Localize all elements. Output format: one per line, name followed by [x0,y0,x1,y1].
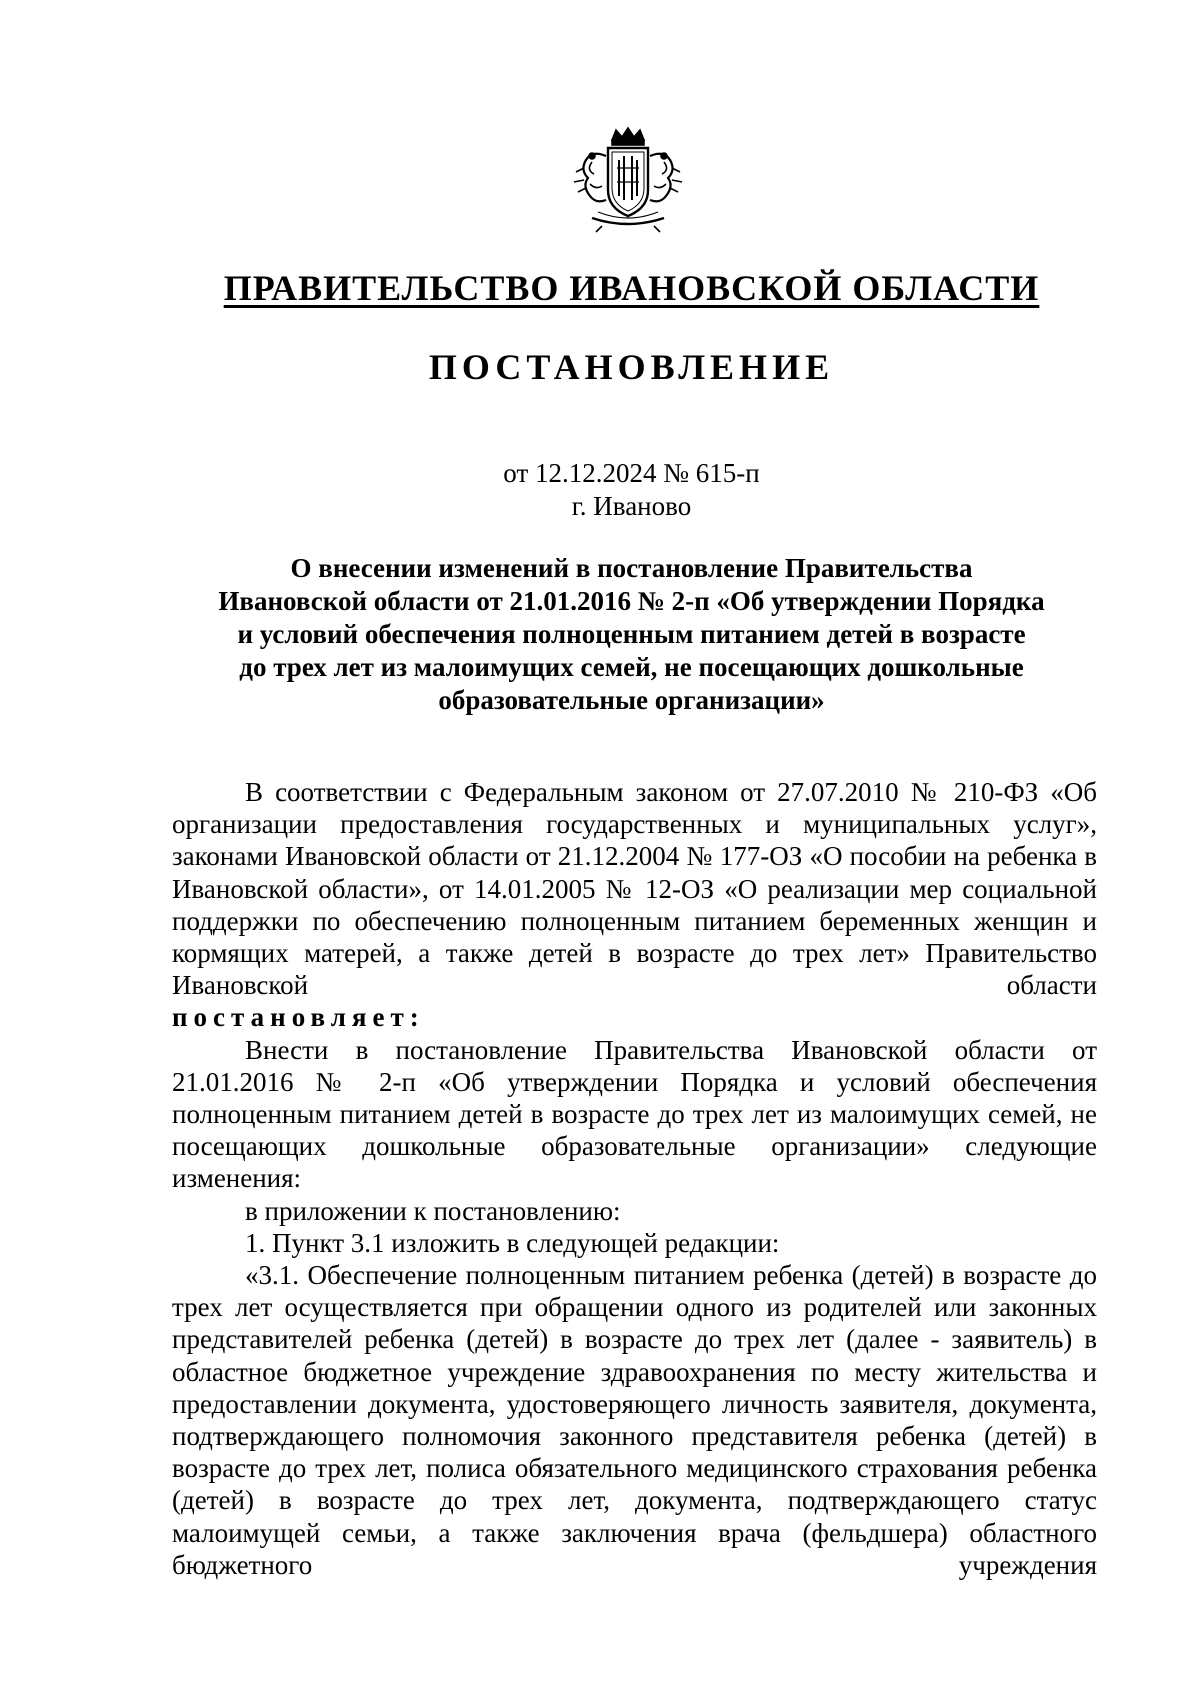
subject-line: до трех лет из малоимущих семей, не посещающих дошкольные [239,652,1024,682]
document-body [172,776,1097,1581]
body-paragraph-1: Внести в постановление Правительства Ивановской области от 21.01.2016 № 2-п «Об утверждении Порядка и условий обеспечения полноценным питанием детей в возрасте до трех лет из малоимущих семей, не посещающих дошкольные образовательные организации» следующие изменения: [172,1034,1097,1194]
document-type-title: ПОСТАНОВЛЕНИЕ [428,347,835,387]
preamble-paragraph: В соответствии с Федеральным законом от 27.07.2010 № 210-ФЗ «Об организации предоставления государственных и муниципальных услуг», законами Ивановской области от 21.12.2004 № 177-ОЗ «О пособии на ребенка в Ивановской области», от 14.01.2005 № 12-ОЗ «О реализации мер социальной поддержки по обеспечению полноценным питанием беременных женщин и кормящих матерей, а также детей в возрасте до трех лет» Правительство Ивановской области [172,777,1097,1001]
date-and-number: от 12.12.2024 № 615-п [503,458,760,488]
body-paragraph-2: в приложении к постановлению: [245,1195,621,1226]
subject-line: и условий обеспечения полноценным питанием детей в возрасте [237,619,1026,649]
subject-line: О внесении изменений в постановление Правительства [290,553,973,583]
organization-title: ПРАВИТЕЛЬСТВО ИВАНОВСКОЙ ОБЛАСТИ [223,268,1040,308]
document-subject [0,552,1200,717]
city-line: г. Иваново [571,491,692,521]
coat-of-arms-emblem [562,126,694,234]
subject-line: Ивановской области от 21.01.2016 № 2-п «Об утверждении Порядка [218,586,1045,616]
subject-line: образовательные организации» [438,685,825,715]
body-paragraph-3: 1. Пункт 3.1 изложить в следующей редакции: [245,1227,780,1258]
body-paragraph-4: «3.1. Обеспечение полноценным питанием ребенка (детей) в возрасте до трех лет осуществляется при обращении одного из родителей или законных представителей ребенка (детей) в возрасте до трех лет (далее - заявитель) в областное бюджетное учреждение здравоохранения по месту жительства и предоставлении документа, удостоверяющего личность заявителя, документа, подтверждающего полномочия законного представителя ребенка (детей) в возрасте до трех лет, полиса обязательного медицинского страхования ребенка (детей) в возрасте до трех лет, документа, подтверждающего статус малоимущей семьи, а также заключения врача (фельдшера) областного бюджетного учреждения [172,1260,1097,1580]
resolves-word: постановляет: [172,1002,425,1033]
